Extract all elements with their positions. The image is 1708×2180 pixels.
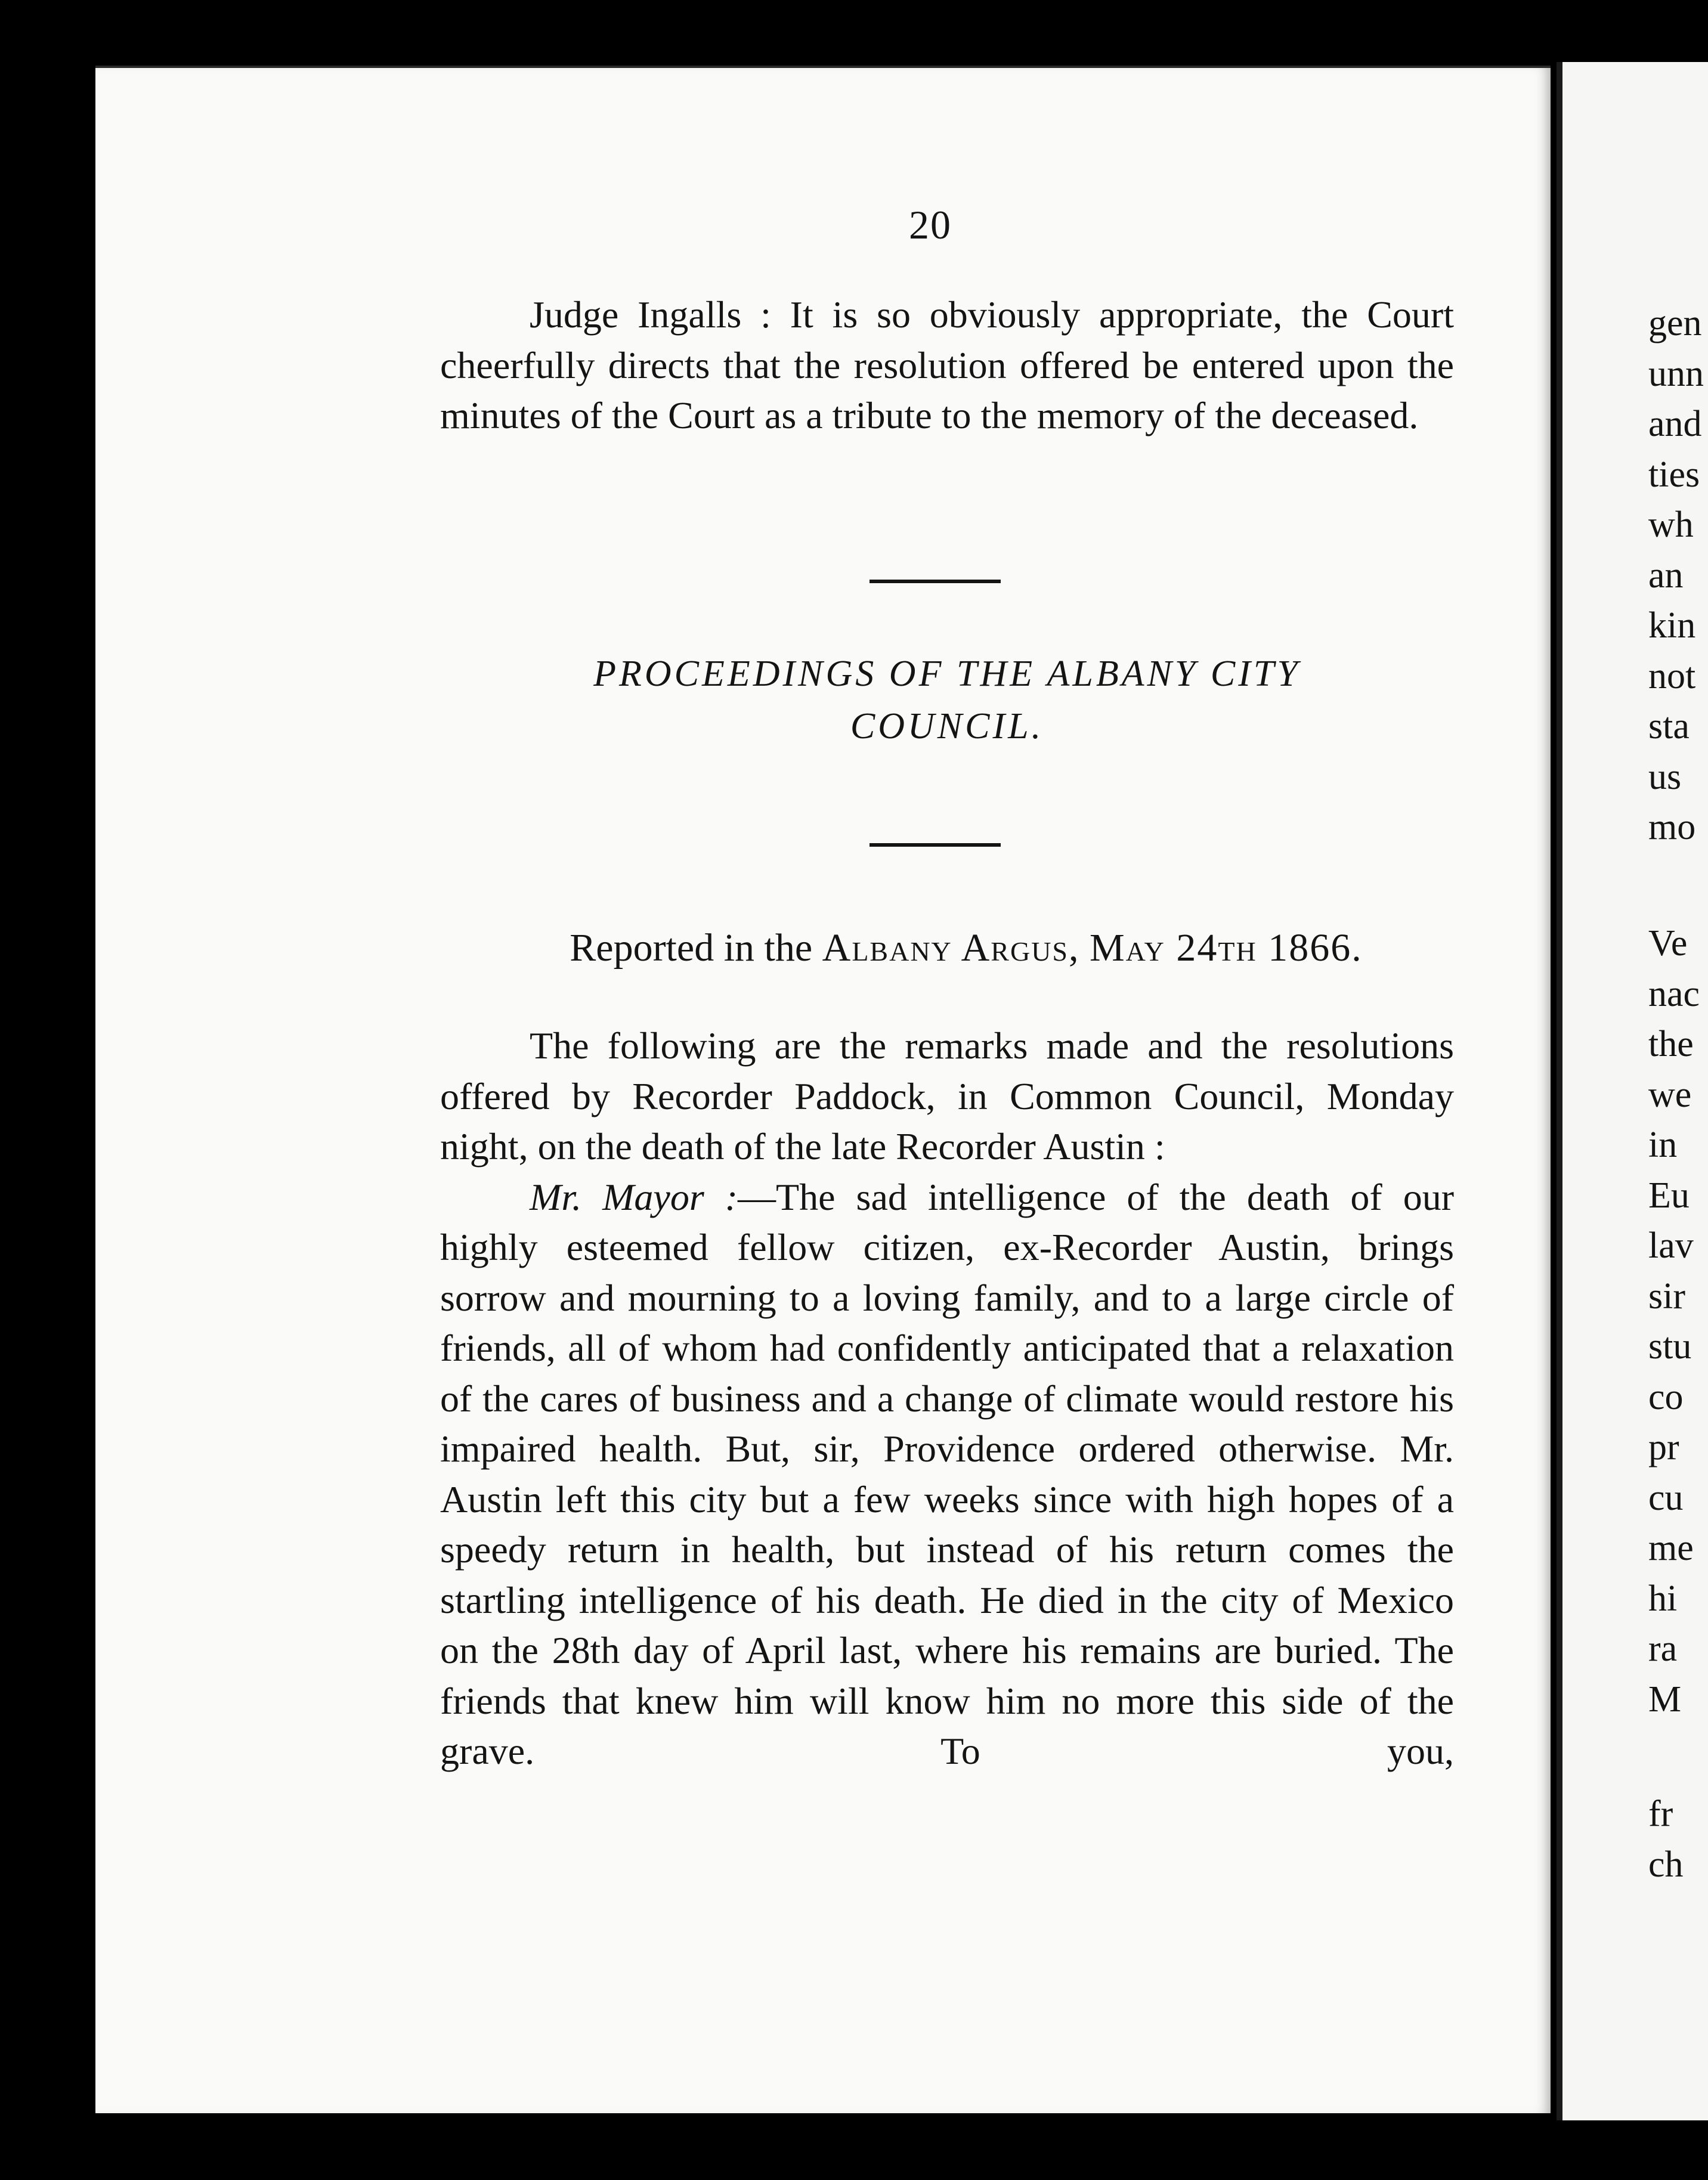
facing-page-fragment: unn	[1648, 353, 1704, 394]
intro-paragraph: The following are the remarks made and the resolutions offered by Recorder Paddock, in Common Council, Monday night, on the death of the late Recorder Austin :	[440, 1024, 1454, 1168]
facing-page-fragment: we	[1648, 1074, 1692, 1115]
address-salutation: Mr. Mayor :	[530, 1175, 738, 1218]
report-source-line	[477, 925, 1455, 971]
section-divider-top	[870, 580, 1001, 583]
facing-page-fragment: an	[1648, 555, 1684, 596]
section-heading	[440, 648, 1454, 753]
judge-paragraph-block	[440, 290, 1454, 441]
facing-page-fragment: and	[1648, 404, 1702, 444]
heading-line-2: COUNCIL.	[850, 706, 1044, 747]
facing-page-fragment: nac	[1648, 973, 1700, 1014]
facing-page-fragment: sta	[1648, 706, 1690, 747]
page-number: 20	[909, 202, 952, 247]
facing-page-fragment: cu	[1648, 1477, 1684, 1518]
facing-page-fragment: us	[1648, 756, 1682, 797]
facing-page-fragment: Eu	[1648, 1175, 1690, 1216]
facing-page-fragment: lav	[1648, 1225, 1694, 1266]
report-date: May 24th 1866.	[1090, 926, 1363, 970]
facing-page-fragment: wh	[1648, 504, 1694, 545]
facing-page-fragment: ties	[1648, 454, 1700, 495]
report-prefix: Reported in the	[570, 926, 813, 970]
facing-page-fragment: mo	[1648, 807, 1696, 847]
facing-page-fragment: gen	[1648, 303, 1702, 343]
facing-page-fragment: M	[1648, 1679, 1682, 1720]
facing-page-fragments-bottom	[1648, 1789, 1708, 1890]
heading-line-1: PROCEEDINGS OF THE ALBANY CITY	[593, 654, 1301, 694]
facing-page-fragment: co	[1648, 1376, 1684, 1417]
judge-paragraph: Judge Ingalls : It is so obviously appropriate, the Court cheerfully directs that the resolution offered be entered upon the minutes of the Court as a tribute to the memory of the deceased.	[440, 293, 1454, 436]
facing-page-fragment: pr	[1648, 1427, 1679, 1467]
facing-page-fragment: the	[1648, 1024, 1694, 1064]
facing-page-fragment: in	[1648, 1125, 1678, 1165]
address-paragraph	[440, 1172, 1454, 1777]
facing-page-fragment: me	[1648, 1528, 1694, 1568]
facing-page-fragment: sir	[1648, 1275, 1685, 1317]
facing-page-fragment: hi	[1648, 1578, 1678, 1619]
facing-page-fragment: kin	[1648, 605, 1696, 646]
body-text-block	[440, 1021, 1454, 1777]
address-text: —The sad intelligence of the death of our highly esteemed fellow citizen, ex-Recorder Austin, brings sorrow and mourning to a loving family, and to a large circle of friends, all of whom had confidently anticipated that a relaxation of the cares of business and a change of climate would restore his impaired health. But, sir, Providence ordered otherwise. Mr. Austin left this city but a few weeks since with high hopes of a speedy return in health, but instead of his return comes the startling intelligence of his death. He died in the city of Mexico on the 28th day of April last, where his remains are buried. The friends that knew him will know him no more this side of the grave. To you,	[440, 1175, 1455, 1772]
facing-page-fragment: ra	[1648, 1628, 1678, 1669]
facing-page-fragment: stu	[1648, 1326, 1692, 1367]
facing-page-fragments-middle	[1648, 918, 1708, 1724]
facing-page-fragment: fr	[1648, 1794, 1673, 1834]
report-newspaper: Albany Argus,	[822, 926, 1080, 970]
section-divider-bottom	[870, 843, 1001, 847]
facing-page-fragment: Ve	[1648, 923, 1688, 964]
facing-page-fragments-top	[1648, 298, 1708, 853]
facing-page-fragment: ch	[1648, 1844, 1684, 1885]
facing-page-fragment: not	[1648, 655, 1696, 696]
